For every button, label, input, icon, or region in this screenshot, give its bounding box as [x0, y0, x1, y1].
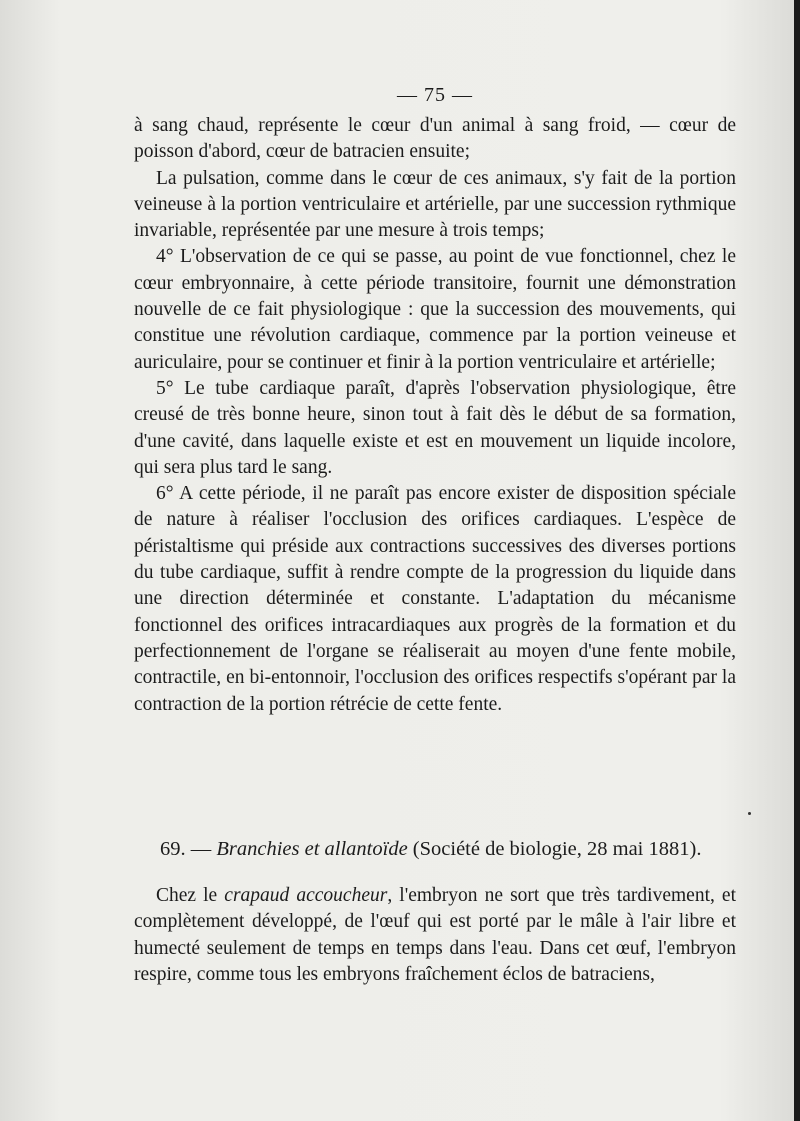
paragraph-5: 6° A cette période, il ne paraît pas encore exister de disposition spéciale de nature à réaliser l'occlusion des orifices cardiaques. L'espèce de péristaltisme qui préside aux contractions successives des diverses portions du tube cardiaque, suffit à rendre compte de la progression du liquide dans une direction déterminée et constante. L'adaptation du mécanisme fonctionnel des orifices intracardiaques aux progrès de la formation et du perfectionnement de l'organe se réaliserait au moyen d'une fente mobile, contractile, en bi-entonnoir, l'occlusion des orifices respectifs s'opérant par la contraction de la portion rétrécie de cette fente. — [134, 483, 736, 715]
paragraph-2: La pulsation, comme dans le cœur de ces animaux, s'y fait de la portion veineuse à la portion ventriculaire et artérielle, par une succession rythmique invariable, représentée par une mesure à trois temps; — [134, 167, 736, 242]
section-title-italic: Branchies et allantoïde — [216, 838, 408, 860]
section-paragraph — [134, 883, 736, 988]
section-paragraph-rest: , l'embryon ne sort que très tardivement, et complètement développé, de l'œuf qui est porté par le mâle à l'air libre et humecté seulement de temps en temps dans l'eau. Dans cet œuf, l'embryon respire, comme tous les embryons fraîchement éclos de batraciens, — [134, 885, 737, 985]
ink-speck — [748, 812, 751, 815]
section-paragraph-italic: crapaud accoucheur — [224, 885, 388, 906]
paragraph-4: 5° Le tube cardiaque paraît, d'après l'observation physiologique, être creusé de très bonne heure, sinon tout à fait dès le début de sa formation, d'une cavité, dans laquelle existe et est en mouvement un liquide incolore, qui sera plus tard le sang. — [134, 377, 736, 478]
section-paragraph-lead: Chez le — [156, 885, 218, 906]
section-heading — [160, 836, 736, 862]
scan-edge — [794, 0, 800, 1121]
section-title-rest: (Société de biologie, 28 mai 1881). — [412, 838, 702, 860]
page-number: — 75 — — [397, 84, 473, 106]
paragraph-1: à sang chaud, représente le cœur d'un animal à sang froid, — cœur de poisson d'abord, cœur de batracien ensuite; — [134, 115, 736, 163]
main-text — [134, 113, 736, 718]
section-number: 69. — — [160, 838, 212, 860]
paragraph-3: 4° L'observation de ce qui se passe, au point de vue fonctionnel, chez le cœur embryonnaire, à cette période transitoire, fournit une démonstration nouvelle de ce fait physiologique : que la succession des mouvements, qui constitue une révolution cardiaque, commence par la portion veineuse et auriculaire, pour se continuer et finir à la portion ventriculaire et artérielle; — [134, 246, 736, 373]
